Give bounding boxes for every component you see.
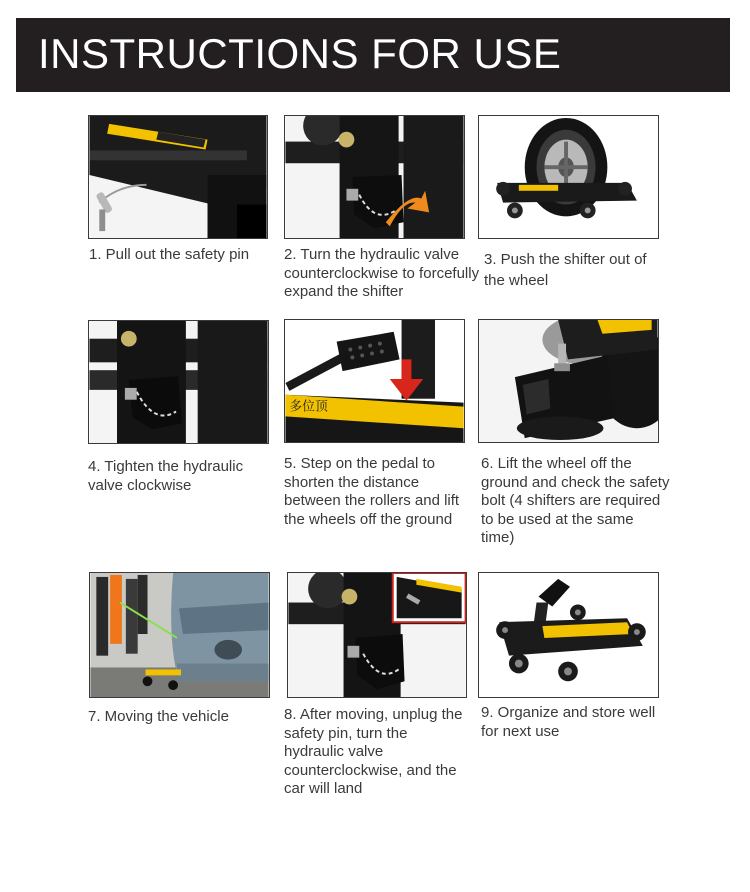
step-3-caption: 3. Push the shifter out of the wheel [484,251,647,289]
step-4-caption: 4. Tighten the hydraulic valve clockwise [88,458,244,494]
step-2-photo [284,115,465,239]
step-9-photo [478,572,659,698]
step-8-caption: 8. After moving, unplug the safety pin, turn the hydraulic valve counterclockwise, and the car will land [284,706,463,797]
step-1-photo [88,115,268,239]
svg-text:多位顶: 多位顶 [289,399,328,415]
step-6-caption: 6. Lift the wheel off the ground and check the safety bolt (4 shifters are required to be used at the same time) [481,455,670,546]
step-4-photo [88,320,269,444]
step-6-photo [478,319,659,443]
step-7-caption: 7. Moving the vehicle [88,708,229,725]
step-7-photo [89,572,270,698]
step-9-caption: 9. Organize and store well for next use [481,704,656,740]
step-3-photo [478,115,659,239]
step-8-photo [287,572,467,698]
step-5-caption: 5. Step on the pedal to shorten the distance between the rollers and lift the wheels off the ground [284,455,460,528]
step-2-caption: 2. Turn the hydraulic valve counterclockwise to forcefully expand the shifter [284,246,480,300]
step-5-photo [284,319,465,443]
header-banner [16,18,730,92]
step-1-caption: 1. Pull out the safety pin [89,246,250,263]
page-title: INSTRUCTIONS FOR USE [38,30,562,77]
